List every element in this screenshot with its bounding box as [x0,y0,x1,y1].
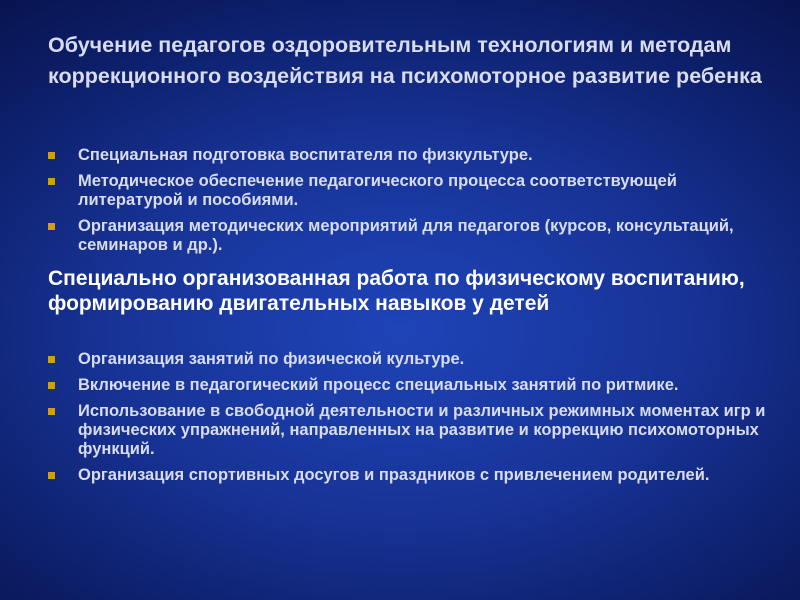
list-item-text: Использование в свободной деятельности и различных режимных моментах игр и физических упражнений, направленных на развитие и коррекцию психомоторных функций. [78,402,766,458]
square-bullet-icon [48,178,55,185]
square-bullet-icon [48,408,55,415]
slide-title: Обучение педагогов оздоровительным технологиям и методам коррекционного воздействия на психомоторное развитие ребенка [48,33,762,88]
section-heading: Специально организованная работа по физическому воспитанию, формированию двигательных навыков у детей [48,267,745,315]
list-item-text: Организация занятий по физической культуре. [78,350,465,368]
list-item [48,146,768,165]
list-item [48,172,768,210]
square-bullet-icon [48,223,55,230]
list-item [48,217,768,255]
list-item [48,402,768,459]
list-item [48,350,768,369]
list-item-text: Включение в педагогический процесс специальных занятий по ритмике. [78,376,679,394]
square-bullet-icon [48,356,55,363]
bullet-list-training [48,146,768,262]
bullet-list-physical-education [48,350,768,492]
list-item-text: Специальная подготовка воспитателя по физкультуре. [78,146,533,164]
list-item [48,466,768,485]
list-item-text: Организация методических мероприятий для педагогов (курсов, консультаций, семинаров и др.). [78,217,734,254]
list-item-text: Организация спортивных досугов и праздников с привлечением родителей. [78,466,710,484]
square-bullet-icon [48,152,55,159]
list-item-text: Методическое обеспечение педагогического процесса соответствующей литературой и пособиями. [78,172,677,209]
list-item [48,376,768,395]
square-bullet-icon [48,382,55,389]
square-bullet-icon [48,472,55,479]
